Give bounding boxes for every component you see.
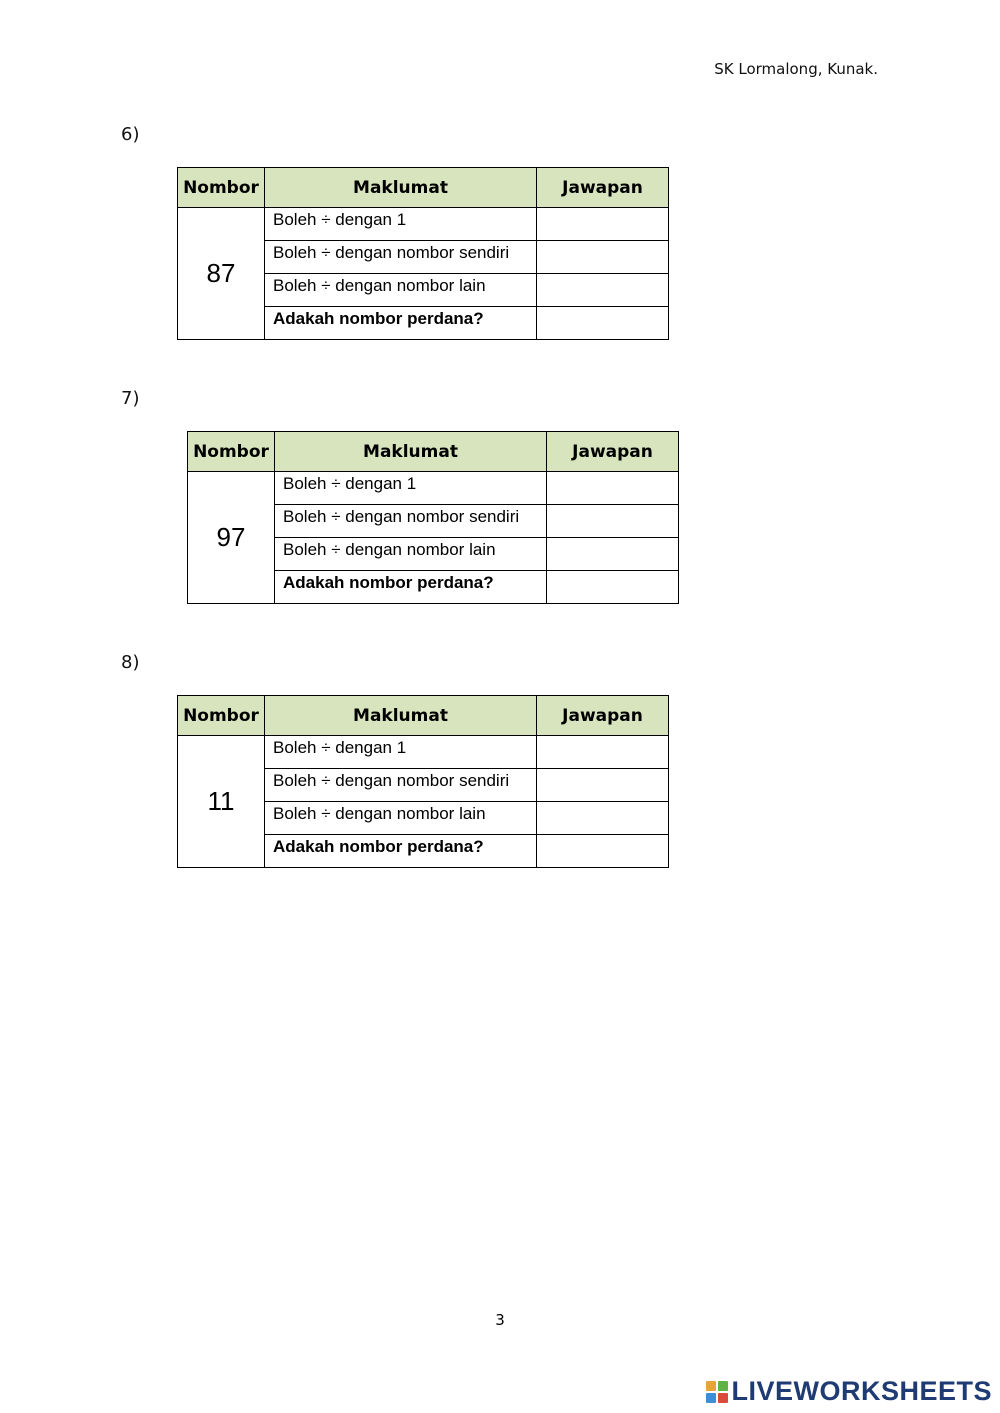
info-cell: Boleh ÷ dengan 1 <box>265 736 537 769</box>
brand-text: LIVEWORKSHEETS <box>731 1376 992 1406</box>
header-jawapan: Jawapan <box>547 432 679 472</box>
answer-cell[interactable] <box>547 505 679 538</box>
header-nombor: Nombor <box>188 432 275 472</box>
header-maklumat: Maklumat <box>265 696 537 736</box>
header-jawapan: Jawapan <box>537 696 669 736</box>
answer-cell[interactable] <box>537 736 669 769</box>
answer-cell[interactable] <box>547 472 679 505</box>
question-table <box>187 431 679 604</box>
info-cell: Boleh ÷ dengan nombor sendiri <box>265 769 537 802</box>
question-label: 7) <box>121 388 140 409</box>
info-cell: Adakah nombor perdana? <box>265 835 537 868</box>
info-cell: Adakah nombor perdana? <box>265 307 537 340</box>
answer-cell[interactable] <box>537 835 669 868</box>
answer-cell[interactable] <box>547 538 679 571</box>
header-jawapan: Jawapan <box>537 168 669 208</box>
answer-cell[interactable] <box>537 241 669 274</box>
school-name: SK Lormalong, Kunak. <box>714 60 878 78</box>
info-cell: Boleh ÷ dengan nombor sendiri <box>265 241 537 274</box>
answer-cell[interactable] <box>537 208 669 241</box>
number-cell: 11 <box>178 736 265 868</box>
question-table <box>177 695 669 868</box>
answer-cell[interactable] <box>537 769 669 802</box>
info-cell: Boleh ÷ dengan nombor lain <box>265 274 537 307</box>
liveworksheets-brand <box>706 1376 992 1407</box>
info-cell: Boleh ÷ dengan 1 <box>265 208 537 241</box>
liveworksheets-logo-icon <box>706 1381 728 1403</box>
header-nombor: Nombor <box>178 696 265 736</box>
answer-cell[interactable] <box>537 274 669 307</box>
question-label: 6) <box>121 124 140 145</box>
answer-cell[interactable] <box>537 307 669 340</box>
number-cell: 87 <box>178 208 265 340</box>
page-number: 3 <box>495 1311 505 1329</box>
number-cell: 97 <box>188 472 275 604</box>
info-cell: Boleh ÷ dengan nombor lain <box>265 802 537 835</box>
header-maklumat: Maklumat <box>265 168 537 208</box>
answer-cell[interactable] <box>537 802 669 835</box>
question-label: 8) <box>121 652 140 673</box>
info-cell: Adakah nombor perdana? <box>275 571 547 604</box>
info-cell: Boleh ÷ dengan nombor lain <box>275 538 547 571</box>
header-maklumat: Maklumat <box>275 432 547 472</box>
header-nombor: Nombor <box>178 168 265 208</box>
answer-cell[interactable] <box>547 571 679 604</box>
info-cell: Boleh ÷ dengan nombor sendiri <box>275 505 547 538</box>
question-table <box>177 167 669 340</box>
info-cell: Boleh ÷ dengan 1 <box>275 472 547 505</box>
